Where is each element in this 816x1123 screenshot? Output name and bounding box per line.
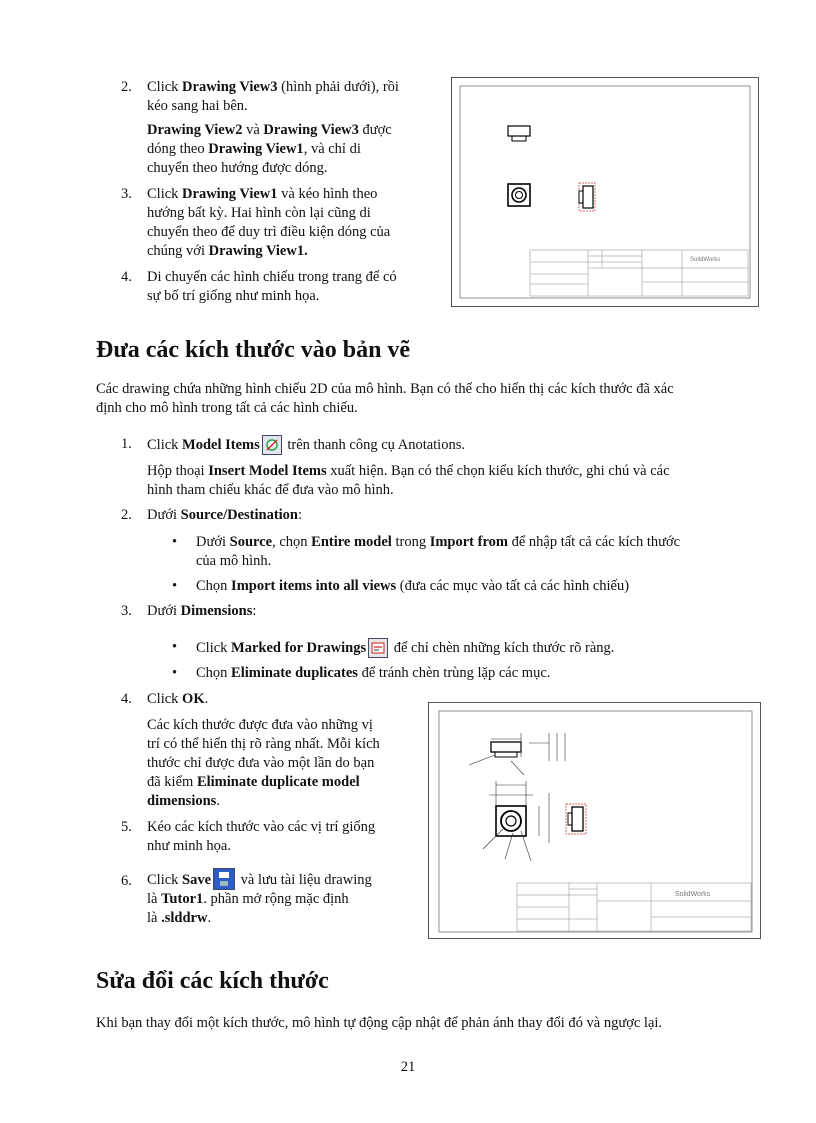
step-4-note: Các kích thước được đưa vào những vị trí có thể hiển thị rõ ràng nhất. Mỗi kích thước chỉ được đưa vào một lần do bạn đã kiểm Eliminate duplicate model dimensions. <box>147 717 380 809</box>
bullet: • <box>172 665 178 681</box>
bullet-import-items: Chọn Import items into all views (đưa các mục vào tất cả các hình chiếu) <box>196 578 630 594</box>
step-2-text: Click Drawing View3 (hình phải dưới), rồi kéo sang hai bên. <box>147 79 399 114</box>
step-number: 6. <box>121 873 132 889</box>
drawing-1-svg <box>452 78 758 306</box>
model-items-icon <box>262 435 282 455</box>
bullet: • <box>172 639 178 655</box>
marked-for-drawings-icon <box>368 638 388 658</box>
drawing-sheet-1 <box>451 77 759 307</box>
step-2-note: Drawing View2 và Drawing View3 được dóng theo Drawing View1, và chỉ di chuyển theo hướng được dóng. <box>147 122 392 176</box>
step-number: 2. <box>121 507 132 523</box>
step-number: 2. <box>121 79 132 95</box>
drawing-sheet-2 <box>428 702 761 939</box>
bullet-eliminate-duplicates: Chọn Eliminate duplicates để tránh chèn trùng lặp các mục. <box>196 665 551 681</box>
step-4-text: Di chuyển các hình chiếu trong trang để có sự bố trí giống như minh họa. <box>147 269 397 304</box>
save-icon <box>213 868 235 890</box>
page-number: 21 <box>400 1059 416 1075</box>
bullet: • <box>172 578 178 594</box>
step-number: 3. <box>121 186 132 202</box>
title-block-brand: SolidWorks <box>675 891 711 898</box>
step-1-text: Click Model Items trên thanh công cụ Anotations. <box>147 437 465 453</box>
step-number: 4. <box>121 691 132 707</box>
drawing-2-svg <box>429 703 760 938</box>
intro-paragraph: Các drawing chứa những hình chiếu 2D của mô hình. Bạn có thể cho hiển thị các kích thước đã xác định cho mô hình trong tất cả các hình chiếu. <box>96 381 674 416</box>
step-3-dimensions-text: Dưới Dimensions: <box>147 603 257 619</box>
section-heading: Sửa đổi các kích thước <box>96 968 329 994</box>
step-number: 1. <box>121 436 132 452</box>
step-2-source-text: Dưới Source/Destination: <box>147 507 303 523</box>
bullet-marked-for-drawings: Click Marked for Drawings để chỉ chèn những kích thước rõ ràng. <box>196 640 615 656</box>
step-6-text: Click Save và lưu tài liệu drawing là Tutor1. phần mở rộng mặc định là .slddrw. <box>147 868 413 928</box>
step-4-ok-text: Click OK. <box>147 691 209 707</box>
step-1-note: Hộp thoại Insert Model Items xuất hiện. Bạn có thể chọn kiểu kích thước, ghi chú và các hình tham chiếu khác để đưa vào mô hình. <box>147 463 670 498</box>
step-3-text: Click Drawing View1 và kéo hình theo hướng bất kỳ. Hai hình còn lại cũng di chuyển theo để duy trì điều kiện dóng của chúng với Drawing View1. <box>147 186 391 259</box>
step-number: 4. <box>121 269 132 285</box>
bullet-source: Dưới Source, chọn Entire model trong Import from để nhập tất cả các kích thước của mô hình. <box>196 534 681 569</box>
step-number: 5. <box>121 819 132 835</box>
closing-paragraph: Khi bạn thay đổi một kích thước, mô hình tự động cập nhật để phản ánh thay đổi đó và ngược lại. <box>96 1015 663 1031</box>
title-block-brand: SolidWorks <box>690 257 721 263</box>
step-5-text: Kéo các kích thước vào các vị trí giống như minh họa. <box>147 819 376 854</box>
section-heading: Đưa các kích thước vào bản vẽ <box>96 337 411 363</box>
step-number: 3. <box>121 603 132 619</box>
bullet: • <box>172 534 178 550</box>
